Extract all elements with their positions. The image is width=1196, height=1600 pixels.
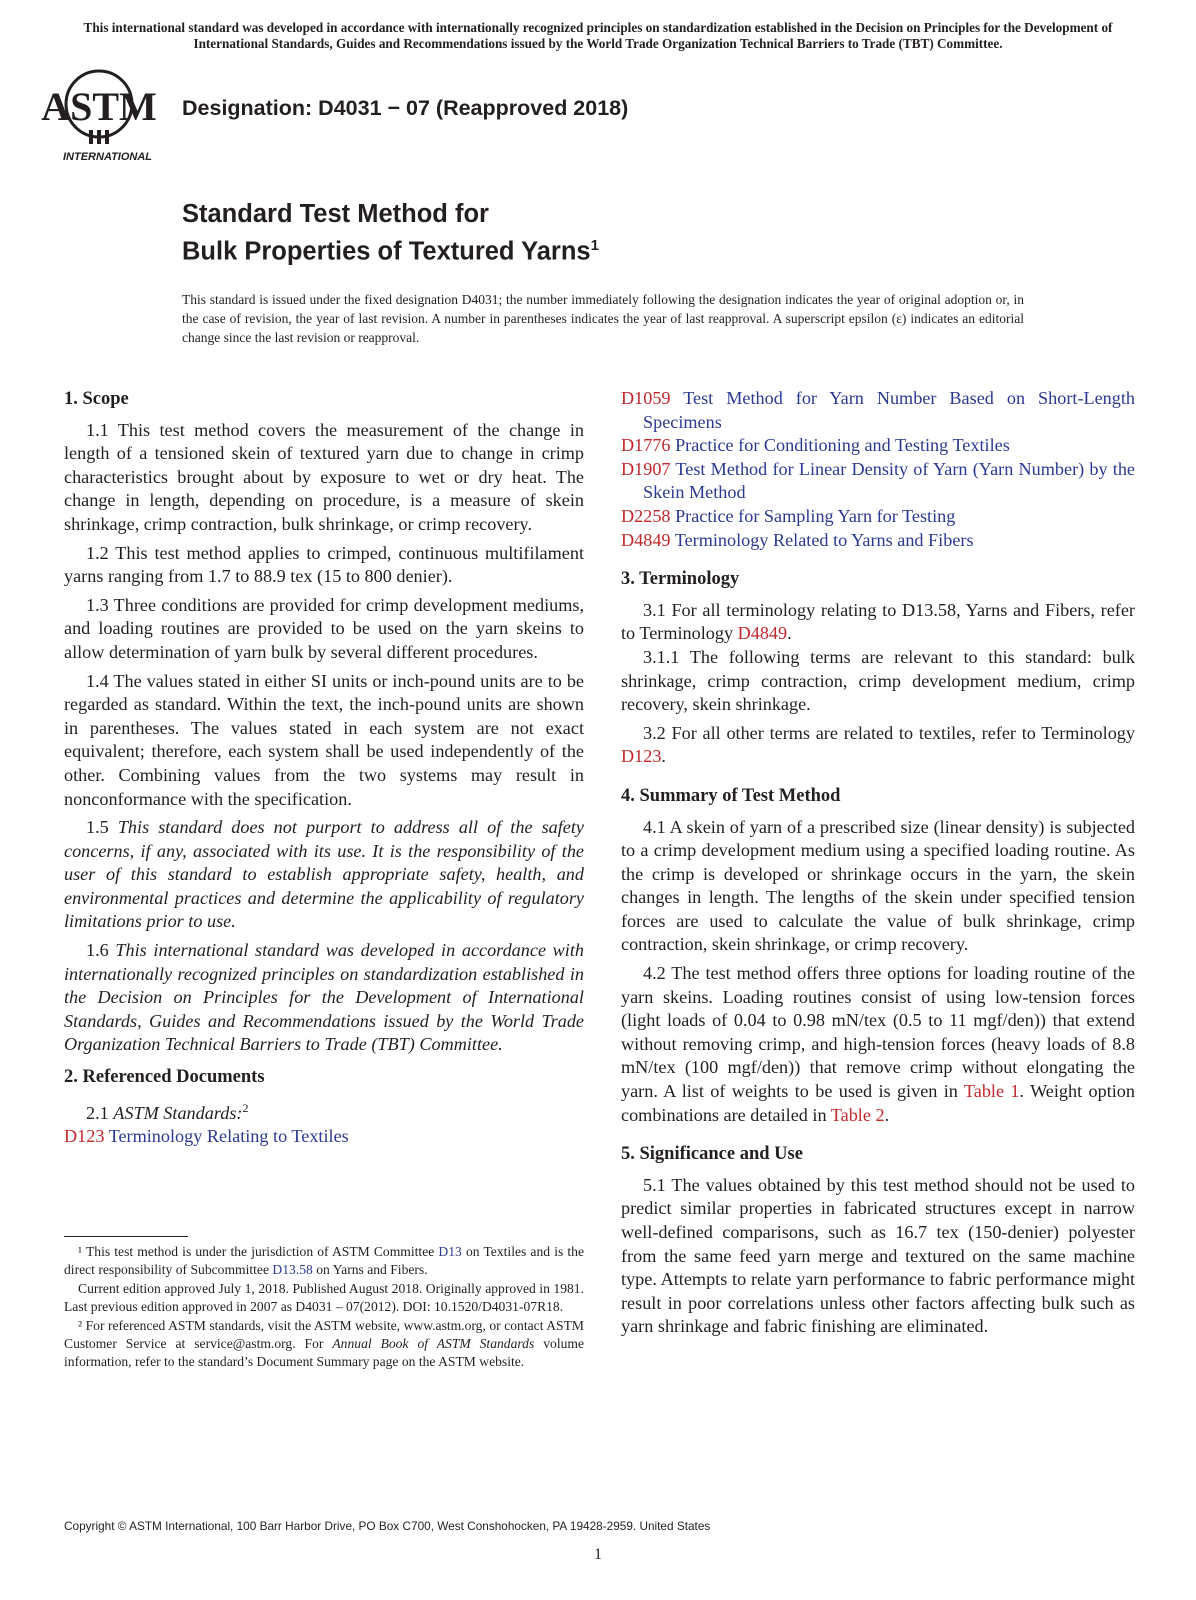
paragraph-5-1: 5.1 The values obtained by this test method should not be used to predict similar properties in fabricated structures except in narrow well-defined comparisons, such as 16.7 tex (150-denier) polyester from the same feed yarn merge and textured on the same machine type. Attempts to relate yarn performance to fabric performance might result in poor correlations unless other factors affecting bulk such as yarn shrinkage and fabric finishing are eliminated. (621, 1174, 1135, 1337)
right-column (621, 387, 1135, 1344)
paragraph-3-1-1: 3.1.1 The following terms are relevant to this standard: bulk shrinkage, crimp contraction, crimp development medium, crimp recovery, skein shrinkage. (621, 646, 1135, 715)
section-heading-scope: 1. Scope (64, 389, 129, 409)
left-column (64, 388, 584, 1149)
designation: Designation: D4031 − 07 (Reapproved 2018) (182, 96, 629, 120)
reference-link[interactable]: D4849 Terminology Related to Yarns and Fibers (621, 529, 974, 550)
paragraph-1-3: 1.3 Three conditions are provided for crimp development mediums, and loading routines are provided to be used on the yarn skeins to allow determination of yarn bulk by several different procedures. (64, 594, 584, 662)
footnote-divider (64, 1236, 188, 1237)
paragraph-3-2: 3.2 For all other terms are related to textiles, refer to Terminology D123. (621, 722, 1135, 767)
paragraph-4-1: 4.1 A skein of yarn of a prescribed size (linear density) is subjected to a crimp development medium using a specified loading routine. As the crimp is developed or shrinkage occurs in the yarn, the skein changes in length. The lengths of the skein under specified tension forces are used to calculate the value of bulk shrinkage, crimp contraction, skein shrinkage, or crimp recovery. (621, 816, 1135, 955)
footnotes (64, 1243, 584, 1372)
title-line-2: Bulk Properties of Textured Yarns$^1$ (182, 237, 599, 266)
paragraph-1-6: 1.6 This international standard was developed in accordance with internationally recognized principles on standardization established in the Decision on Principles for the Development of International Standards, Guides and Recommendations issued by the World Trade Organization Technical Barriers to Trade (TBT) Committee. (64, 940, 585, 1055)
page-number: 1 (594, 1546, 602, 1563)
footnote-link-d13[interactable]: D13 (438, 1244, 462, 1259)
section-heading-summary: 4. Summary of Test Method (621, 785, 841, 806)
paragraph-3-1: 3.1 For all terminology relating to D13.58, Yarns and Fibers, refer to Terminology D4849. (621, 599, 1135, 644)
link-d123[interactable]: D123 (621, 746, 662, 767)
link-table-2[interactable]: Table 2 (830, 1104, 885, 1125)
paragraph-2-1: 2.1 ASTM Standards:$^2$ (86, 1100, 249, 1123)
footnote-2: ² For referenced ASTM standards, visit the ASTM website, www.astm.org, or contact ASTM Customer Service at service@astm.org. For Annual Book of ASTM Standards volume information, refer to the standard’s Document Summary page on the ASTM website. (64, 1317, 584, 1370)
title-line-1: Standard Test Method for (182, 200, 489, 228)
section-heading-terminology: 3. Terminology (621, 569, 740, 590)
link-table-1[interactable]: Table 1 (963, 1081, 1020, 1102)
reference-link[interactable]: D123 Terminology Relating to Textiles (64, 1126, 349, 1147)
paragraph-4-2: 4.2 The test method offers three options for loading routine of the yarn skeins. Loading routines consist of using low-tension forces (light loads of 0.04 to 0.98 mN/tex (0.5 to 11 mgf/den)) that extend without removing crimp, and high-tension forces (heavy loads of 8.8 mN/tex (100 mgf/den)) that remove crimp without elongating the yarn. A list of weights to be used is given in Table 1. Weight option combinations are detailed in Table 2. (621, 963, 1135, 1125)
section-heading-referenced-documents: 2. Referenced Documents (64, 1067, 265, 1088)
paragraph-1-2: 1.2 This test method applies to crimped, continuous multifilament yarns ranging from 1.7 to 88.9 tex (15 to 800 denier). (64, 542, 584, 587)
reference-link[interactable]: D2258 Practice for Sampling Yarn for Testing (621, 505, 956, 526)
astm-logo-icon (41, 68, 167, 168)
footnote-1-edition: Current edition approved July 1, 2018. Published August 2018. Originally approved in 1981. Last previous edition approved in 2007 as D4031 – 07(2012). DOI: 10.1520/D4031-07R18. (64, 1280, 584, 1315)
footnote-1: ¹ This test method is under the jurisdiction of ASTM Committee D13 on Textiles and is the direct responsibility of Subcommittee D13.58 on Yarns and Fibers. (64, 1244, 584, 1278)
issued-note: This standard is issued under the fixed designation D4031; the number immediately following the designation indicates the year of original adoption or, in the case of revision, the year of last revision. A number in parentheses indicates the year of last reapproval. A superscript epsilon (ε) indicates an editorial change since the last revision or reapproval. (182, 292, 1024, 345)
paragraph-1-5: 1.5 This standard does not purport to address all of the safety concerns, if any, associated with its use. It is the responsibility of the user of this standard to establish appropriate safety, health, and environmental practices and determine the applicability of regulatory limitations prior to use. (64, 817, 585, 932)
top-notice: This international standard was developed in accordance with internationally recognized principles on standardization established in the Decision on Principles for the Development of International Standards, Guides and Recommendations issued by the World Trade Organization Technical Barriers to Trade (TBT) Committee. (83, 20, 1113, 51)
title-footnote-mark: 1 (590, 237, 599, 254)
logo-label: INTERNATIONAL (63, 151, 153, 163)
paragraph-1-4: 1.4 The values stated in either SI units or inch-pound units are to be regarded as standard. Within the text, the inch-pound units are shown in parentheses. The values stated in each system are not exact equivalent; therefore, each system shall be used independently of the other. Combining values from the two systems may result in nonconformance with the specification. (64, 670, 584, 809)
paragraph-1-1: 1.1 This test method covers the measurement of the change in length of a tensioned skein of textured yarn due to change in crimp characteristics brought about by exposure to wet or dry heat. The change in length, depending on procedure, is a measure of skein shrinkage, crimp contraction, bulk shrinkage, or crimp recovery. (64, 419, 584, 534)
page-title (182, 198, 599, 268)
link-d4849[interactable]: D4849 (737, 623, 788, 644)
reference-link[interactable]: D1776 Practice for Conditioning and Testing Textiles (621, 435, 1010, 456)
footnote-link-d13-58[interactable]: D13.58 (272, 1262, 313, 1278)
copyright: Copyright © ASTM International, 100 Barr Harbor Drive, PO Box C700, West Conshohocken, PA 19428-2959. United States (64, 1519, 711, 1533)
svg-text:ASTM: ASTM (41, 84, 157, 129)
reference-link[interactable]: D1907 Test Method for Linear Density of Yarn (Yarn Number) by the Skein Method (621, 458, 1136, 503)
reference-link[interactable]: D1059 Test Method for Yarn Number Based on Short-Length Specimens (621, 388, 1136, 432)
section-heading-significance: 5. Significance and Use (621, 1144, 803, 1165)
